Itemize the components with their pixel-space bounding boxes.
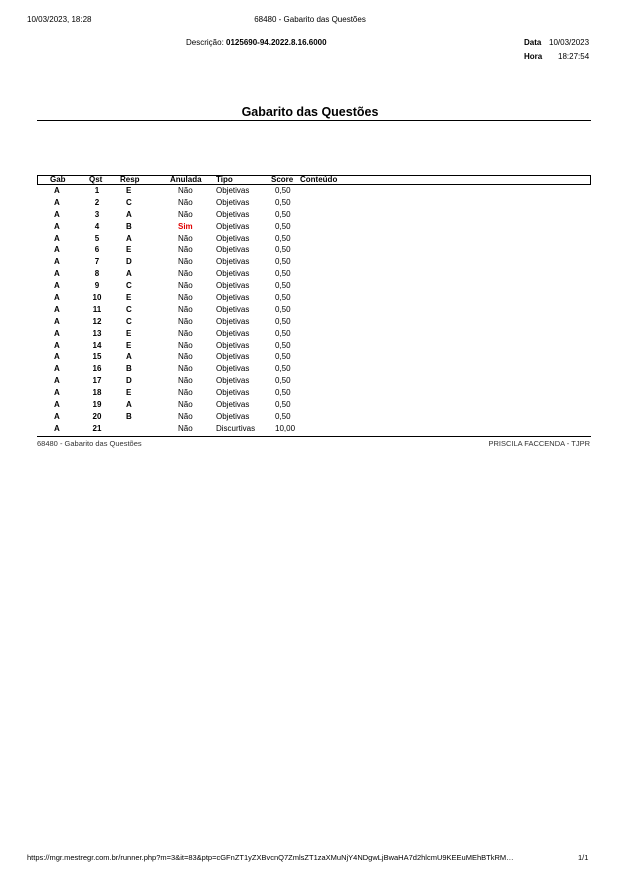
cell-gab: A [54, 388, 60, 398]
table-row [0, 363, 620, 375]
cell-anulada: Não [178, 400, 193, 410]
cell-score: 0,50 [275, 364, 291, 374]
cell-qst: 19 [92, 400, 102, 410]
cell-resp: B [126, 411, 132, 421]
cell-qst: 11 [92, 304, 102, 314]
cell-anulada: Não [178, 364, 193, 374]
cell-anulada: Não [178, 352, 193, 362]
cell-tipo: Objetivas [216, 364, 250, 374]
title-divider [37, 120, 591, 121]
cell-anulada: Não [178, 293, 193, 303]
cell-gab: A [54, 209, 60, 219]
cell-score: 0,50 [275, 209, 291, 219]
cell-anulada: Sim [178, 221, 193, 231]
cell-resp: E [126, 186, 132, 195]
cell-tipo: Objetivas [216, 400, 250, 410]
cell-score: 0,50 [275, 400, 291, 410]
cell-qst: 3 [94, 209, 100, 219]
table-row [0, 233, 620, 245]
cell-anulada: Não [178, 423, 193, 433]
cell-tipo: Discurtivas [216, 423, 256, 433]
cell-tipo: Objetivas [216, 328, 250, 338]
cell-gab: A [54, 411, 60, 421]
cell-anulada: Não [178, 304, 193, 314]
cell-tipo: Objetivas [216, 257, 250, 267]
cell-gab: A [54, 352, 60, 362]
cell-resp: A [126, 209, 132, 219]
page-title: Gabarito das Questões [241, 105, 379, 119]
cell-qst: 9 [94, 281, 100, 291]
cell-gab: A [54, 423, 60, 433]
cell-tipo: Objetivas [216, 197, 250, 207]
cell-tipo: Objetivas [216, 269, 250, 279]
cell-resp: E [126, 293, 132, 303]
cell-anulada: Não [178, 209, 193, 219]
cell-score: 0,50 [275, 245, 291, 255]
cell-anulada: Não [178, 186, 193, 195]
cell-qst: 7 [94, 257, 100, 267]
cell-anulada: Não [178, 328, 193, 338]
cell-score: 0,50 [275, 328, 291, 338]
table-row [0, 209, 620, 221]
cell-gab: A [54, 376, 60, 386]
print-datetime: 10/03/2023, 18:28 [27, 15, 92, 24]
cell-resp: E [126, 328, 132, 338]
descricao-value: 0125690-94.2022.8.16.6000 [226, 38, 327, 47]
cell-score: 0,50 [275, 340, 291, 350]
table-row [0, 316, 620, 328]
col-gab: Gab [50, 175, 66, 184]
cell-anulada: Não [178, 269, 193, 279]
cell-gab: A [54, 281, 60, 291]
table-row [0, 304, 620, 316]
cell-tipo: Objetivas [216, 221, 250, 231]
cell-tipo: Objetivas [216, 304, 250, 314]
cell-tipo: Objetivas [216, 376, 250, 386]
cell-resp: A [126, 352, 132, 362]
cell-resp: C [126, 316, 132, 326]
col-qst: Qst [89, 175, 103, 184]
cell-resp: B [126, 364, 132, 374]
table-row [0, 221, 620, 233]
cell-score: 0,50 [275, 352, 291, 362]
cell-qst: 5 [94, 233, 100, 243]
descricao-label: Descrição: [186, 38, 224, 47]
cell-gab: A [54, 293, 60, 303]
cell-resp: C [126, 304, 132, 314]
table-body [0, 185, 620, 435]
cell-anulada: Não [178, 376, 193, 386]
cell-score: 0,50 [275, 186, 291, 195]
hora-value: 18:27:54 [558, 52, 590, 61]
cell-resp: A [126, 400, 132, 410]
cell-score: 0,50 [275, 221, 291, 231]
col-tipo: Tipo [216, 175, 233, 184]
cell-anulada: Não [178, 340, 193, 350]
cell-anulada: Não [178, 257, 193, 267]
cell-gab: A [54, 257, 60, 267]
cell-qst: 20 [92, 411, 102, 421]
cell-anulada: Não [178, 233, 193, 243]
cell-gab: A [54, 400, 60, 410]
cell-score: 0,50 [275, 388, 291, 398]
cell-qst: 8 [94, 269, 100, 279]
cell-tipo: Objetivas [216, 293, 250, 303]
cell-resp: A [126, 269, 132, 279]
cell-anulada: Não [178, 411, 193, 421]
hora-label: Hora [524, 52, 543, 61]
cell-gab: A [54, 245, 60, 255]
cell-resp: E [126, 245, 132, 255]
cell-score: 0,50 [275, 316, 291, 326]
table-row [0, 268, 620, 280]
table-row [0, 399, 620, 411]
cell-resp: D [126, 376, 132, 386]
cell-gab: A [54, 233, 60, 243]
cell-resp: C [126, 281, 132, 291]
cell-tipo: Objetivas [216, 340, 250, 350]
table-row [0, 340, 620, 352]
footer-right: PRISCILA FACCENDA - TJPR [488, 439, 590, 448]
cell-anulada: Não [178, 388, 193, 398]
cell-anulada: Não [178, 245, 193, 255]
cell-score: 0,50 [275, 293, 291, 303]
descricao [186, 38, 327, 47]
cell-gab: A [54, 340, 60, 350]
cell-resp: C [126, 197, 132, 207]
cell-qst: 21 [92, 423, 102, 433]
cell-qst: 6 [94, 245, 100, 255]
table-row [0, 423, 620, 435]
table-row [0, 375, 620, 387]
print-page-number: 1/1 [578, 853, 589, 862]
cell-tipo: Objetivas [216, 316, 250, 326]
data-value: 10/03/2023 [549, 38, 590, 47]
table-row [0, 280, 620, 292]
cell-qst: 17 [92, 376, 102, 386]
table-row [0, 328, 620, 340]
cell-qst: 13 [92, 328, 102, 338]
cell-anulada: Não [178, 197, 193, 207]
cell-tipo: Objetivas [216, 352, 250, 362]
print-header-title: 68480 - Gabarito das Questões [254, 15, 366, 24]
cell-score: 0,50 [275, 411, 291, 421]
table-row [0, 351, 620, 363]
cell-qst: 16 [92, 364, 102, 374]
col-score: Score [271, 175, 294, 184]
cell-qst: 2 [94, 197, 100, 207]
footer-divider [37, 436, 591, 437]
cell-qst: 12 [92, 316, 102, 326]
cell-tipo: Objetivas [216, 186, 250, 195]
cell-tipo: Objetivas [216, 281, 250, 291]
cell-tipo: Objetivas [216, 388, 250, 398]
cell-qst: 15 [92, 352, 102, 362]
cell-tipo: Objetivas [216, 411, 250, 421]
cell-score: 0,50 [275, 304, 291, 314]
cell-score: 0,50 [275, 281, 291, 291]
cell-tipo: Objetivas [216, 245, 250, 255]
table-row [0, 292, 620, 304]
data-label: Data [524, 38, 542, 47]
col-conteudo: Conteúdo [300, 175, 338, 184]
cell-gab: A [54, 186, 60, 195]
cell-qst: 14 [92, 340, 102, 350]
cell-tipo: Objetivas [216, 233, 250, 243]
table-row [0, 185, 620, 197]
cell-resp: D [126, 257, 132, 267]
table-row [0, 387, 620, 399]
table-row [0, 197, 620, 209]
cell-anulada: Não [178, 281, 193, 291]
cell-qst: 1 [94, 186, 100, 195]
cell-gab: A [54, 304, 60, 314]
cell-gab: A [54, 221, 60, 231]
cell-anulada: Não [178, 316, 193, 326]
cell-qst: 18 [92, 388, 102, 398]
cell-resp: B [126, 221, 132, 231]
table-row [0, 244, 620, 256]
cell-qst: 10 [92, 293, 102, 303]
cell-resp: E [126, 388, 132, 398]
col-resp: Resp [120, 175, 140, 184]
cell-gab: A [54, 197, 60, 207]
footer-left: 68480 - Gabarito das Questões [37, 439, 142, 448]
cell-gab: A [54, 328, 60, 338]
cell-qst: 4 [94, 221, 100, 231]
cell-tipo: Objetivas [216, 209, 250, 219]
print-url: https://mgr.mestregr.com.br/runner.php?m=3&it=83&ptp=cGFnZT1yZXBvcnQ7ZmlsZT1zaXMuNjY4NDgwLjBwaHA7d2hlcmU9KEEuMEhBTkRM… [27, 853, 514, 862]
cell-score: 0,50 [275, 376, 291, 386]
table-row [0, 256, 620, 268]
cell-score: 10,00 [275, 423, 296, 433]
col-anulada: Anulada [170, 175, 202, 184]
cell-resp: A [126, 233, 132, 243]
table-row [0, 411, 620, 423]
cell-score: 0,50 [275, 269, 291, 279]
cell-gab: A [54, 364, 60, 374]
cell-score: 0,50 [275, 197, 291, 207]
cell-score: 0,50 [275, 257, 291, 267]
cell-score: 0,50 [275, 233, 291, 243]
cell-gab: A [54, 316, 60, 326]
cell-resp: E [126, 340, 132, 350]
cell-gab: A [54, 269, 60, 279]
